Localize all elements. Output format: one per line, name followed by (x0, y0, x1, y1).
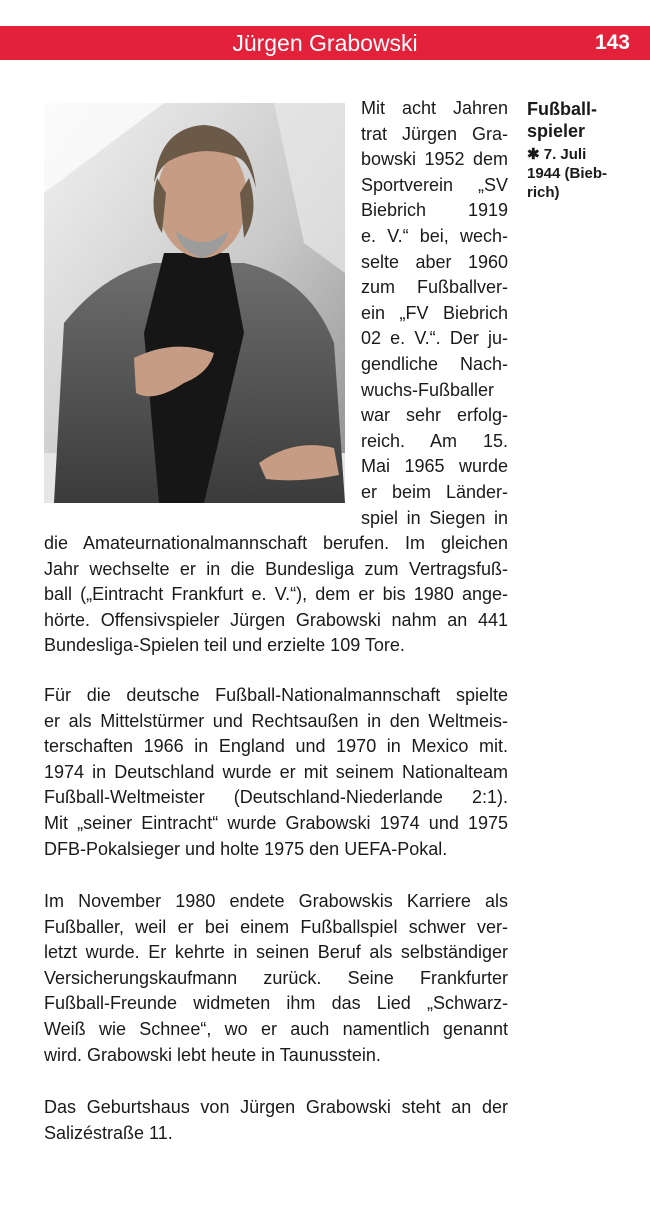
text-line: reich. Am 15. (361, 430, 508, 451)
sidebar-note (527, 98, 637, 202)
text-line: zum Fußballver- (361, 277, 508, 298)
text-line: 1974 in Deutschland wurde er mit seinem Nationalteam (44, 761, 508, 782)
text-line: Mit acht Jahren (361, 98, 508, 118)
sidebar-line: spieler (527, 121, 586, 141)
text-line: wuchs-Fußballer (361, 379, 495, 400)
text-line: e. V.“ bei, wech- (361, 225, 508, 246)
paragraph-3 (44, 889, 508, 1068)
sidebar-title (527, 98, 637, 142)
text-line: Im November 1980 endete Grabowskis Karriere als (44, 891, 508, 911)
text-line: wird. Grabowski lebt heute in Taunusstein. (44, 1044, 381, 1065)
text-line: er beim Länder- (361, 481, 508, 502)
sidebar-line: 1944 (Bieb- (527, 165, 608, 182)
page-number: 143 (594, 31, 630, 54)
text-line: Salizéstraße 11. (44, 1122, 173, 1143)
text-line: spiel in Siegen in (361, 507, 508, 528)
text-line: Das Geburtshaus von Jürgen Grabowski steht an der (44, 1097, 508, 1117)
text-line: Mit „seiner Eintracht“ wurde Grabowski 1974 und 1975 (44, 812, 508, 833)
header-bar (0, 26, 650, 60)
text-line: Mai 1965 wurde (361, 456, 508, 477)
text-line: terschaften 1966 in England und 1970 in Mexico mit. (44, 736, 508, 757)
text-line: Fußball-Freunde widmeten ihm das Lied „Schwarz- (44, 993, 508, 1014)
text-line: 02 e. V.“. Der ju- (361, 328, 508, 349)
text-line: die Amateurnationalmannschaft berufen. Im gleichen (44, 533, 508, 553)
text-line: Jahr wechselte er in die Bundesliga zum Vertragsfuß- (44, 558, 508, 579)
text-line: selte aber 1960 (361, 251, 508, 272)
text-line: DFB-Pokalsieger und holte 1975 den UEFA-Pokal. (44, 838, 448, 859)
text-line: Fußballer, weil er bei einem Fußballspiel schwer ver- (44, 916, 508, 937)
text-line: Versicherungskaufmann zurück. Seine Frankfurter (44, 967, 508, 988)
text-line: ball („Eintracht Frankfurt e. V.“), dem er bis 1980 ange- (44, 584, 508, 605)
text-line: Für die deutsche Fußball-Nationalmannschaft spielte (44, 685, 508, 705)
paragraph-1-continued (44, 531, 508, 659)
text-line: letzt wurde. Er kehrte in seinen Beruf als selbständiger (44, 942, 508, 963)
text-line: Bundesliga-Spielen teil und erzielte 109 Tore. (44, 635, 405, 656)
sidebar-line: rich) (527, 184, 560, 201)
text-line: trat Jürgen Gra- (361, 123, 508, 144)
paragraph-4 (44, 1095, 508, 1146)
sidebar-line: ✱ 7. Juli (527, 146, 587, 163)
text-line: ein „FV Biebrich (361, 302, 508, 323)
portrait-photo (44, 103, 345, 503)
paragraph-2 (44, 683, 508, 862)
sidebar-birth-info (527, 145, 637, 202)
paragraph-1-wrapped (361, 96, 508, 531)
text-line: er als Mittelstürmer und Rechtsaußen in den Weltmeis- (44, 710, 508, 731)
text-line: hörte. Offensivspieler Jürgen Grabowski nahm an 441 (44, 609, 508, 630)
text-line: war sehr erfolg- (361, 405, 508, 426)
text-line: Weiß wie Schnee“, wo er auch namentlich genannt (44, 1018, 508, 1039)
text-line: bowski 1952 dem (361, 149, 508, 170)
text-line: gendliche Nach- (361, 353, 508, 374)
page-title: Jürgen Grabowski (232, 30, 418, 56)
text-line: Fußball-Weltmeister (Deutschland-Niederlande 2:1). (44, 787, 508, 808)
text-line: Biebrich 1919 (361, 200, 508, 221)
text-line: Sportverein „SV (361, 174, 508, 195)
sidebar-line: Fußball- (527, 99, 597, 119)
